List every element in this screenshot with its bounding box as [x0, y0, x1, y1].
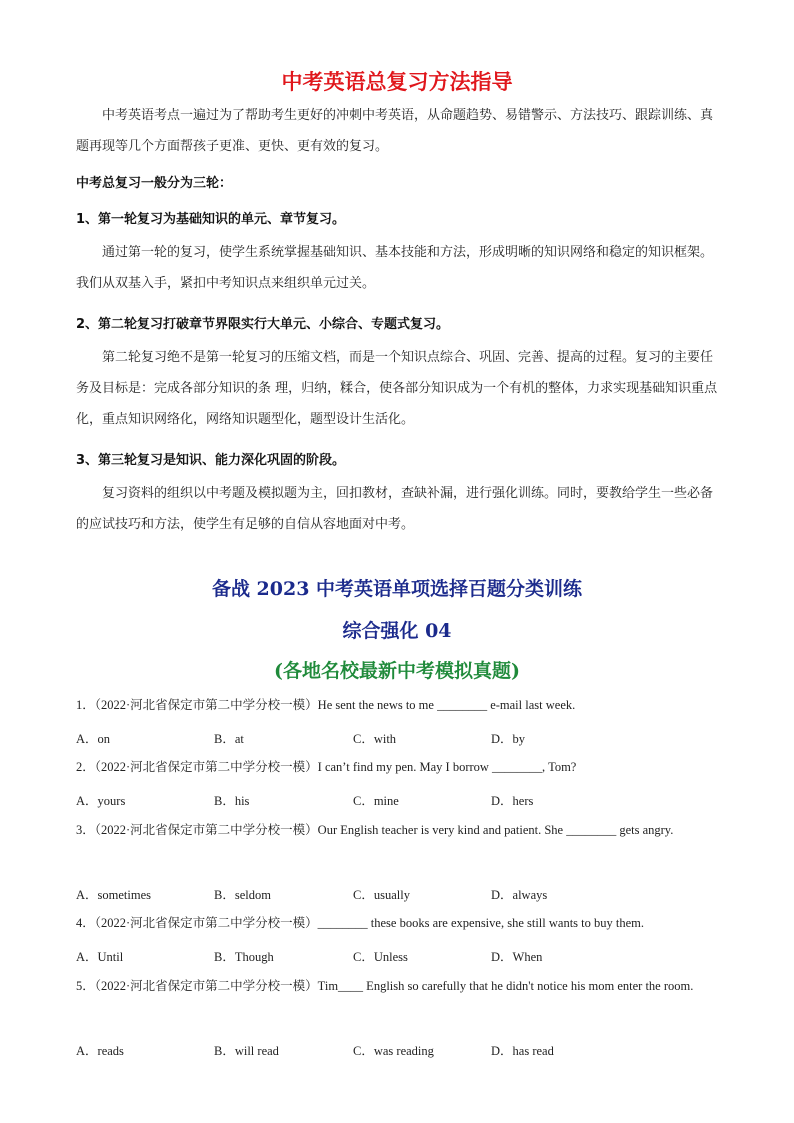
- question-1: 1．（2022·河北省保定市第二中学分校一模）He sent the news to me ________ e-mail last week.: [76, 698, 576, 712]
- option-b: B．his: [214, 794, 250, 808]
- option-d: D．always: [491, 888, 548, 902]
- question-2: 2．（2022·河北省保定市第二中学分校一模）I can’t find my pen. May I borrow ________, Tom?: [76, 760, 577, 774]
- option-d: D．by: [491, 732, 526, 746]
- section-subtitle: 综合强化 04: [342, 620, 452, 642]
- round2-heading: 2、第二轮复习打破章节界限实行大单元、小综合、专题式复习。: [76, 317, 450, 332]
- question-3: 3．（2022·河北省保定市第二中学分校一模）Our English teacher is very kind and patient. She ________ gets angry.: [76, 823, 674, 837]
- question-1-options: [76, 729, 718, 749]
- option-c: C．with: [353, 732, 397, 746]
- option-d: D．When: [491, 950, 543, 964]
- option-a: A．Until: [76, 950, 124, 964]
- question-4-options: [76, 947, 718, 967]
- option-c: C．mine: [353, 794, 399, 808]
- option-b: B．seldom: [214, 888, 271, 902]
- option-c: C．was reading: [353, 1044, 434, 1058]
- question-5-options: [76, 1041, 718, 1061]
- rounds-heading: 中考总复习一般分为三轮：: [76, 176, 233, 191]
- option-c: C．Unless: [353, 950, 408, 964]
- question-2-options: [76, 791, 718, 811]
- guide-title: 中考英语总复习方法指导: [281, 70, 513, 94]
- intro-paragraph: 中考英语考点一遍过为了帮助考生更好的冲刺中考英语，从命题趋势、易错警示、方法技巧、跟踪训练、真题再现等几个方面帮孩子更准、更快、更有效的复习。: [76, 108, 714, 154]
- option-c: C．usually: [353, 888, 410, 902]
- option-d: D．hers: [491, 794, 534, 808]
- round1-text: 通过第一轮的复习，使学生系统掌握基础知识、基本技能和方法，形成明晰的知识网络和稳定的知识框架。我们从双基入手，紧扣中考知识点来组织单元过关。: [76, 245, 714, 291]
- section-title: 备战 2023 中考英语单项选择百题分类训练: [211, 578, 583, 600]
- option-a: A．sometimes: [76, 888, 151, 902]
- round1-heading: 1、第一轮复习为基础知识的单元、章节复习。: [76, 212, 346, 227]
- option-b: B．Though: [214, 950, 274, 964]
- round3-text: 复习资料的组织以中考题及模拟题为主，回扣教材，查缺补漏，进行强化训练。同时，要教给学生一些必备的应试技巧和方法，使学生有足够的自信从容地面对中考。: [76, 486, 714, 532]
- option-d: D．has read: [491, 1044, 554, 1058]
- option-a: A．yours: [76, 794, 126, 808]
- option-b: B．will read: [214, 1044, 279, 1058]
- round2-text: 第二轮复习绝不是第一轮复习的压缩文档，而是一个知识点综合、巩固、完善、提高的过程。复习的主要任务及目标是：完成各部分知识的条 理，归纳，糅合，使各部分知识成为一个有机的整体，力求实现基础知识重点化，重点知识网络化，网络知识题型化，题型设计生活化。: [76, 350, 718, 427]
- option-b: B．at: [214, 732, 244, 746]
- round3-heading: 3、第三轮复习是知识、能力深化巩固的阶段。: [76, 453, 346, 468]
- question-5: 5．（2022·河北省保定市第二中学分校一模）Tim____ English so carefully that he didn't notice his mom enter the room.: [76, 979, 694, 993]
- question-4: 4．（2022·河北省保定市第二中学分校一模）________ these books are expensive, she still wants to buy them.: [76, 916, 645, 930]
- option-a: A．reads: [76, 1044, 124, 1058]
- option-a: A．on: [76, 732, 111, 746]
- section-source: (各地名校最新中考模拟真题): [274, 660, 520, 682]
- question-3-options: [76, 885, 718, 905]
